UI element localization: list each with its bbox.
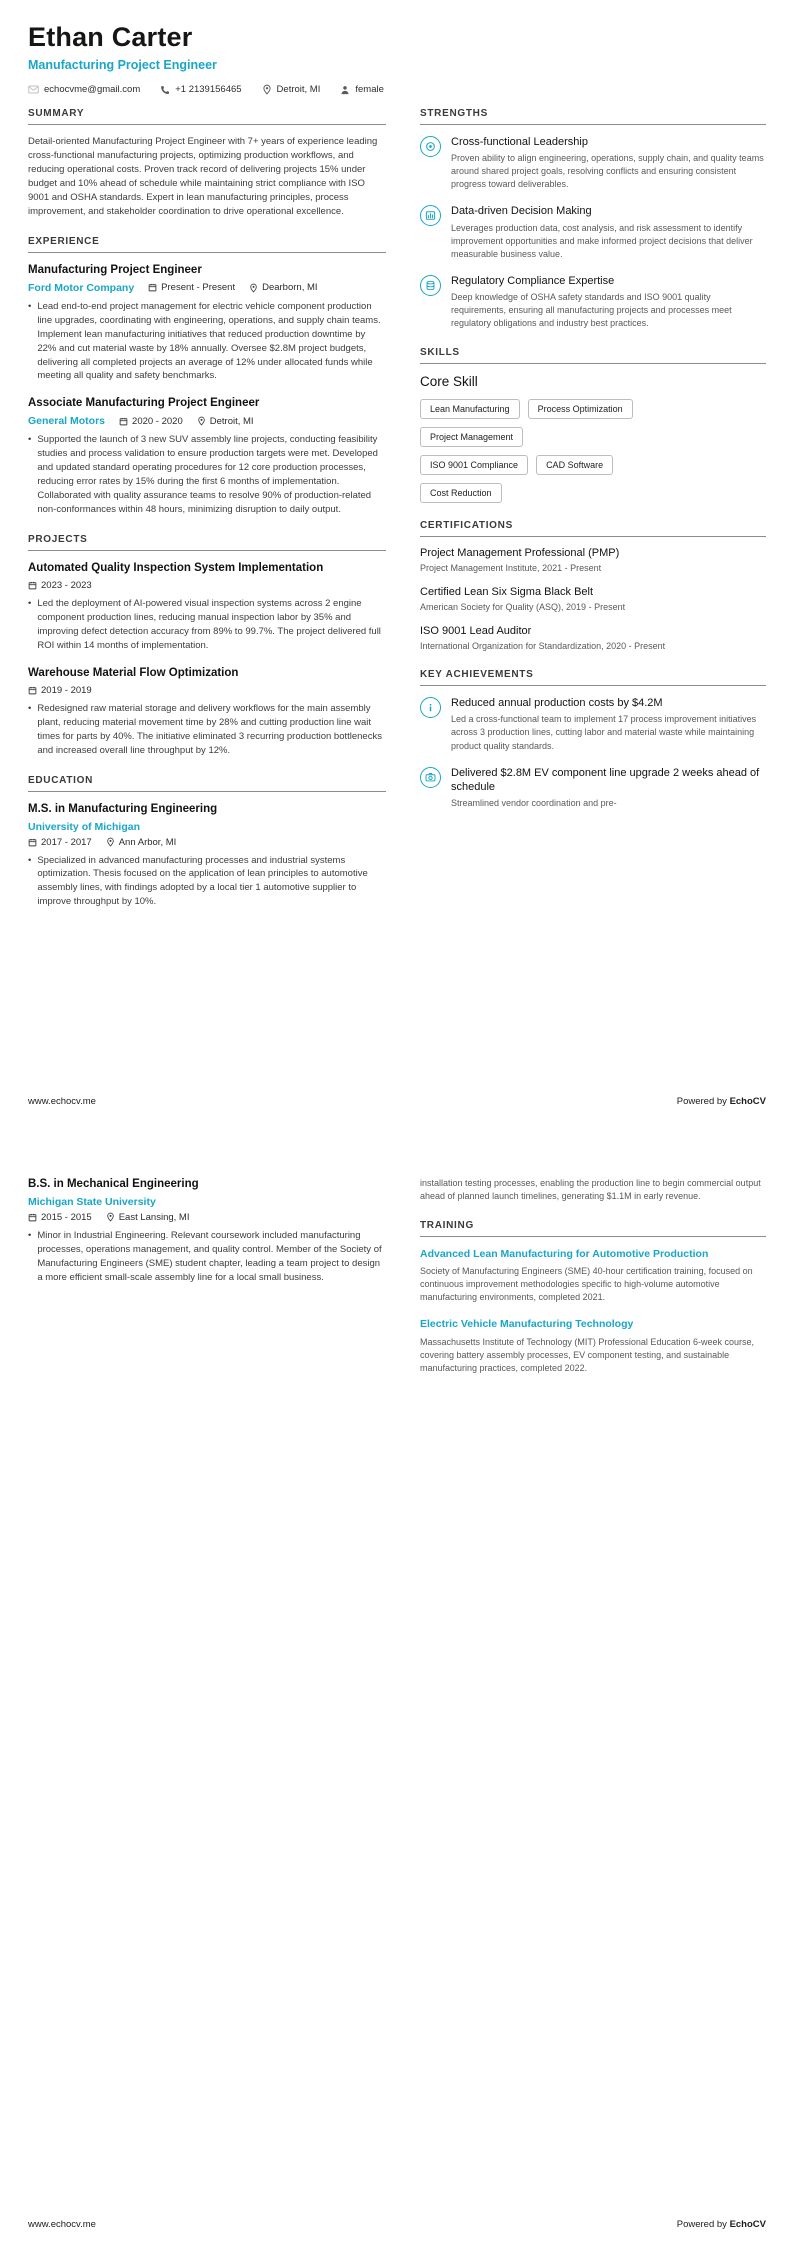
calendar-icon <box>28 581 37 590</box>
strength-body <box>451 204 766 260</box>
section-key-achievements <box>420 669 766 810</box>
right-column <box>420 1177 766 1388</box>
strength-title: Cross-functional Leadership <box>451 136 588 149</box>
project-meta-row <box>28 580 386 591</box>
page-2 <box>0 1123 794 2246</box>
footer-powered-prefix: Powered by <box>676 1096 727 1107</box>
project-title: Warehouse Material Flow Optimization <box>28 666 239 679</box>
training-heading: TRAINING <box>420 1220 766 1237</box>
job-bullet-text: Lead end-to-end project management for electric vehicle component production line upgrades, coordinating with engineering, operations, and supply chain teams. Implement lean manufacturing initiatives that reduced production downtime by 22% and cut material waste by 18% annually. Oversee $2.8M project budgets, delivering all completed projects an average of 12% under allocated funds while meeting all quality and safety benchmarks. <box>37 300 381 382</box>
footer-powered-by <box>677 2219 766 2230</box>
achievement-text: Streamlined vendor coordination and pre- <box>451 798 617 809</box>
target-icon <box>420 136 441 157</box>
contact-phone-text: +1 2139156465 <box>175 84 242 96</box>
location-pin-icon <box>262 84 272 95</box>
camera-icon <box>420 767 441 788</box>
strength-title: Data-driven Decision Making <box>451 205 592 218</box>
project-bullet-text: Redesigned raw material storage and delivery workflows for the main assembly plant, reducing material movement time by 28% and cutting production line wait times for parts by 40%. The initiative eliminated 3 recurring production bottlenecks and increased overall line throughput by 12%. <box>37 702 382 756</box>
education-dates-text: 2017 - 2017 <box>41 836 92 848</box>
job-location <box>197 416 254 427</box>
certification-item <box>420 586 766 614</box>
footer-brand: EchoCV <box>729 2219 766 2230</box>
contact-gender-text: female <box>355 84 384 96</box>
project-entry <box>28 561 386 653</box>
experience-heading: EXPERIENCE <box>28 236 386 253</box>
job-meta-row <box>28 415 386 427</box>
achievement-body <box>451 766 766 811</box>
job-dates <box>148 282 235 293</box>
strength-item <box>420 274 766 330</box>
job-dates-text: 2020 - 2020 <box>132 415 183 427</box>
strength-body <box>451 135 766 191</box>
training-item <box>420 1317 766 1374</box>
skill-tag: Cost Reduction <box>420 483 502 503</box>
training-text: Massachusetts Institute of Technology (MIT) Professional Education 6-week course, covering battery assembly processes, EV component testing, and sustainable manufacturing practices, completed 2022. <box>420 1336 754 1373</box>
bullet-marker: • <box>28 1229 32 1241</box>
person-name: Ethan Carter <box>28 22 193 52</box>
skill-tag: CAD Software <box>536 455 613 475</box>
page-footer <box>28 2219 766 2230</box>
education-heading: EDUCATION <box>28 775 386 792</box>
skill-tag-row <box>420 483 766 503</box>
info-icon <box>420 697 441 718</box>
person-icon <box>340 85 350 95</box>
job-dates <box>119 416 183 427</box>
contact-row <box>28 84 766 95</box>
contact-email-text: echocvme@gmail.com <box>44 84 141 96</box>
achievement-title: Delivered $2.8M EV component line upgrade 2 weeks ahead of schedule <box>451 766 760 793</box>
calendar-icon <box>28 838 37 847</box>
achievement-text: Led a cross-functional team to implement 17 process improvement initiatives across 3 production lines, cutting labor and material waste while maintaining product quality standards. <box>451 714 757 751</box>
section-strengths <box>420 108 766 330</box>
education-location <box>106 1212 190 1223</box>
education-dates <box>28 837 92 848</box>
job-company: General Motors <box>28 415 106 428</box>
section-experience <box>28 236 386 517</box>
education-bullet-text: Minor in Industrial Engineering. Relevant coursework included manufacturing processes, operations management, and quality control. Member of the Society of Manufacturing Engineers (SME) student chapter, leading a team project to design a more efficient small-scale assembly line for a local small business. <box>37 1229 382 1283</box>
bullet-marker: • <box>28 702 32 714</box>
contact-location-text: Detroit, MI <box>276 84 321 96</box>
resume-header <box>28 22 766 95</box>
contact-gender <box>340 84 384 95</box>
education-dates <box>28 1212 92 1223</box>
section-projects <box>28 534 386 758</box>
certification-detail: Project Management Institute, 2021 - Present <box>420 563 602 574</box>
education-entry <box>28 1177 386 1285</box>
location-pin-icon <box>106 837 115 847</box>
job-company: Ford Motor Company <box>28 281 135 294</box>
training-text: Society of Manufacturing Engineers (SME) 40-hour certification training, focused on continuous improvement methodologies specific to high-volume automotive manufacturing environments, completed 2021. <box>420 1266 753 1303</box>
projects-heading: PROJECTS <box>28 534 386 551</box>
section-skills <box>420 347 766 503</box>
certification-item <box>420 547 766 575</box>
mail-icon <box>28 84 39 95</box>
certification-name: ISO 9001 Lead Auditor <box>420 624 532 637</box>
contact-phone[interactable] <box>160 84 241 95</box>
project-entry <box>28 666 386 758</box>
skill-tag: Lean Manufacturing <box>420 399 520 419</box>
contact-location <box>262 84 321 95</box>
section-training <box>420 1220 766 1375</box>
education-entry <box>28 802 386 910</box>
education-meta-row <box>28 1212 386 1223</box>
training-item <box>420 1247 766 1304</box>
page2-columns <box>28 1177 766 1388</box>
job-location-text: Dearborn, MI <box>262 282 318 294</box>
training-title: Advanced Lean Manufacturing for Automotive Production <box>420 1248 709 1261</box>
education-bullet <box>28 854 386 910</box>
chart-board-icon <box>420 205 441 226</box>
certification-detail: International Organization for Standardization, 2020 - Present <box>420 640 666 651</box>
job-location <box>249 282 317 293</box>
calendar-icon <box>148 283 157 292</box>
calendar-icon <box>119 417 128 426</box>
section-education <box>28 775 386 910</box>
degree: M.S. in Manufacturing Engineering <box>28 802 218 815</box>
section-certifications <box>420 520 766 652</box>
strength-item <box>420 135 766 191</box>
strength-text: Deep knowledge of OSHA safety standards and ISO 9001 quality requirements, ensuring all manufacturing projects and processes meet regulatory obligations and industry best practices. <box>451 292 732 329</box>
footer-powered-prefix: Powered by <box>676 2219 727 2230</box>
achievement-item <box>420 696 766 752</box>
summary-text: Detail-oriented Manufacturing Project Engineer with 7+ years of experience leading cross-functional manufacturing projects, optimizing production workflows, and reducing operational costs. Proven track record of delivering projects 15% under budget and 10% ahead of schedule while maintaining strict compliance with ISO 9001 and OSHA standards. Expert in lean manufacturing principles, process improvement, and stakeholder coordination to drive operational excellence. <box>28 136 378 217</box>
calendar-icon <box>28 686 37 695</box>
project-bullet <box>28 597 386 653</box>
person-title: Manufacturing Project Engineer <box>28 58 217 73</box>
footer-website-link[interactable]: www.echocv.me <box>28 1096 96 1107</box>
skill-tag-row <box>420 399 766 419</box>
skills-group-title: Core Skill <box>420 374 478 390</box>
certification-name: Certified Lean Six Sigma Black Belt <box>420 585 594 598</box>
achievements-heading: KEY ACHIEVEMENTS <box>420 669 766 686</box>
footer-brand: EchoCV <box>729 1096 766 1107</box>
strength-text: Proven ability to align engineering, operations, supply chain, and quality teams around shared project goals, resolving conflicts and ensuring consistent progress toward deliverables. <box>451 153 764 190</box>
section-summary <box>28 108 386 219</box>
project-dates-text: 2019 - 2019 <box>41 684 92 696</box>
job-role: Manufacturing Project Engineer <box>28 263 202 276</box>
achievement-body <box>451 696 766 752</box>
experience-entry <box>28 263 386 384</box>
strength-body <box>451 274 766 330</box>
certifications-heading: CERTIFICATIONS <box>420 520 766 537</box>
right-column <box>420 99 766 922</box>
certification-name: Project Management Professional (PMP) <box>420 547 620 560</box>
skill-tag: Project Management <box>420 427 523 447</box>
location-pin-icon <box>249 283 258 293</box>
left-column <box>28 99 386 922</box>
job-role: Associate Manufacturing Project Engineer <box>28 397 260 410</box>
education-meta-row <box>28 837 386 848</box>
job-meta-row <box>28 282 386 294</box>
skill-tag-row <box>420 427 766 447</box>
job-dates-text: Present - Present <box>161 282 236 294</box>
education-bullet <box>28 1229 386 1285</box>
job-location-text: Detroit, MI <box>209 415 254 427</box>
job-bullet <box>28 433 386 517</box>
achievement-item <box>420 766 766 811</box>
strength-item <box>420 204 766 260</box>
project-dates <box>28 685 92 696</box>
education-dates-text: 2015 - 2015 <box>41 1211 92 1223</box>
degree: B.S. in Mechanical Engineering <box>28 1178 199 1190</box>
education-location-text: Ann Arbor, MI <box>118 836 177 848</box>
training-title: Electric Vehicle Manufacturing Technology <box>420 1318 634 1331</box>
certification-item <box>420 625 766 653</box>
achievement-text-continued: installation testing processes, enabling the production line to begin commercial output ahead of planned launch timelines, generating $1.1M in early revenue. <box>420 1178 761 1202</box>
strength-title: Regulatory Compliance Expertise <box>451 274 615 287</box>
project-meta-row <box>28 685 386 696</box>
page1-columns <box>28 99 766 922</box>
calendar-icon <box>28 1213 37 1222</box>
skills-heading: SKILLS <box>420 347 766 364</box>
project-dates <box>28 580 92 591</box>
bullet-marker: • <box>28 434 32 446</box>
certification-detail: American Society for Quality (ASQ), 2019 - Present <box>420 601 626 612</box>
location-pin-icon <box>106 1212 115 1222</box>
skill-tag-row <box>420 455 766 475</box>
skill-tag: ISO 9001 Compliance <box>420 455 528 475</box>
strength-text: Leverages production data, cost analysis, and risk assessment to identify improvement opportunities and make informed project decisions that deliver measurable business value. <box>451 222 753 259</box>
experience-entry <box>28 396 386 517</box>
skill-tag: Process Optimization <box>528 399 633 419</box>
footer-website-link[interactable]: www.echocv.me <box>28 2219 96 2230</box>
education-location-text: East Lansing, MI <box>118 1211 190 1223</box>
job-bullet-text: Supported the launch of 3 new SUV assembly line projects, conducting feasibility studies and process validation to ensure production targets were met. Developed and updated standard operating procedures for 12 core production processes, reducing error rates by 15% during the first 6 months of implementation. Collaborated with quality assurance teams to resolve 90% of production-related non-conformances within 48 hours, minimizing disruption to daily output. <box>37 434 378 516</box>
phone-icon <box>160 85 170 95</box>
location-pin-icon <box>197 416 206 426</box>
project-title: Automated Quality Inspection System Implementation <box>28 562 324 575</box>
left-column <box>28 1177 386 1388</box>
page-footer <box>28 1096 766 1107</box>
education-location <box>106 837 177 848</box>
project-bullet <box>28 702 386 758</box>
achievement-title: Reduced annual production costs by $4.2M <box>451 697 663 710</box>
project-dates-text: 2023 - 2023 <box>41 580 92 592</box>
database-icon <box>420 275 441 296</box>
school-name: Michigan State University <box>28 1195 156 1208</box>
project-bullet-text: Led the deployment of AI-powered visual inspection systems across 2 engine component production lines, reducing manual inspection labor by 35% and improving defect detection accuracy from 89% to 99.7%. The project delivered full ROI within 14 months of implementation. <box>37 598 381 651</box>
education-bullet-text: Specialized in advanced manufacturing processes and industrial systems optimization. Thesis focused on the application of lean principles to automotive assembly lines, with findings adopted by a local tier 1 automotive supplier to improve throughput by 10%. <box>37 854 368 908</box>
contact-email[interactable] <box>28 84 140 95</box>
bullet-marker: • <box>28 854 32 866</box>
job-bullet <box>28 300 386 384</box>
footer-powered-by <box>677 1096 766 1107</box>
bullet-marker: • <box>28 598 32 610</box>
summary-heading: SUMMARY <box>28 108 386 125</box>
strengths-heading: STRENGTHS <box>420 108 766 125</box>
school-name: University of Michigan <box>28 820 141 833</box>
bullet-marker: • <box>28 300 32 312</box>
